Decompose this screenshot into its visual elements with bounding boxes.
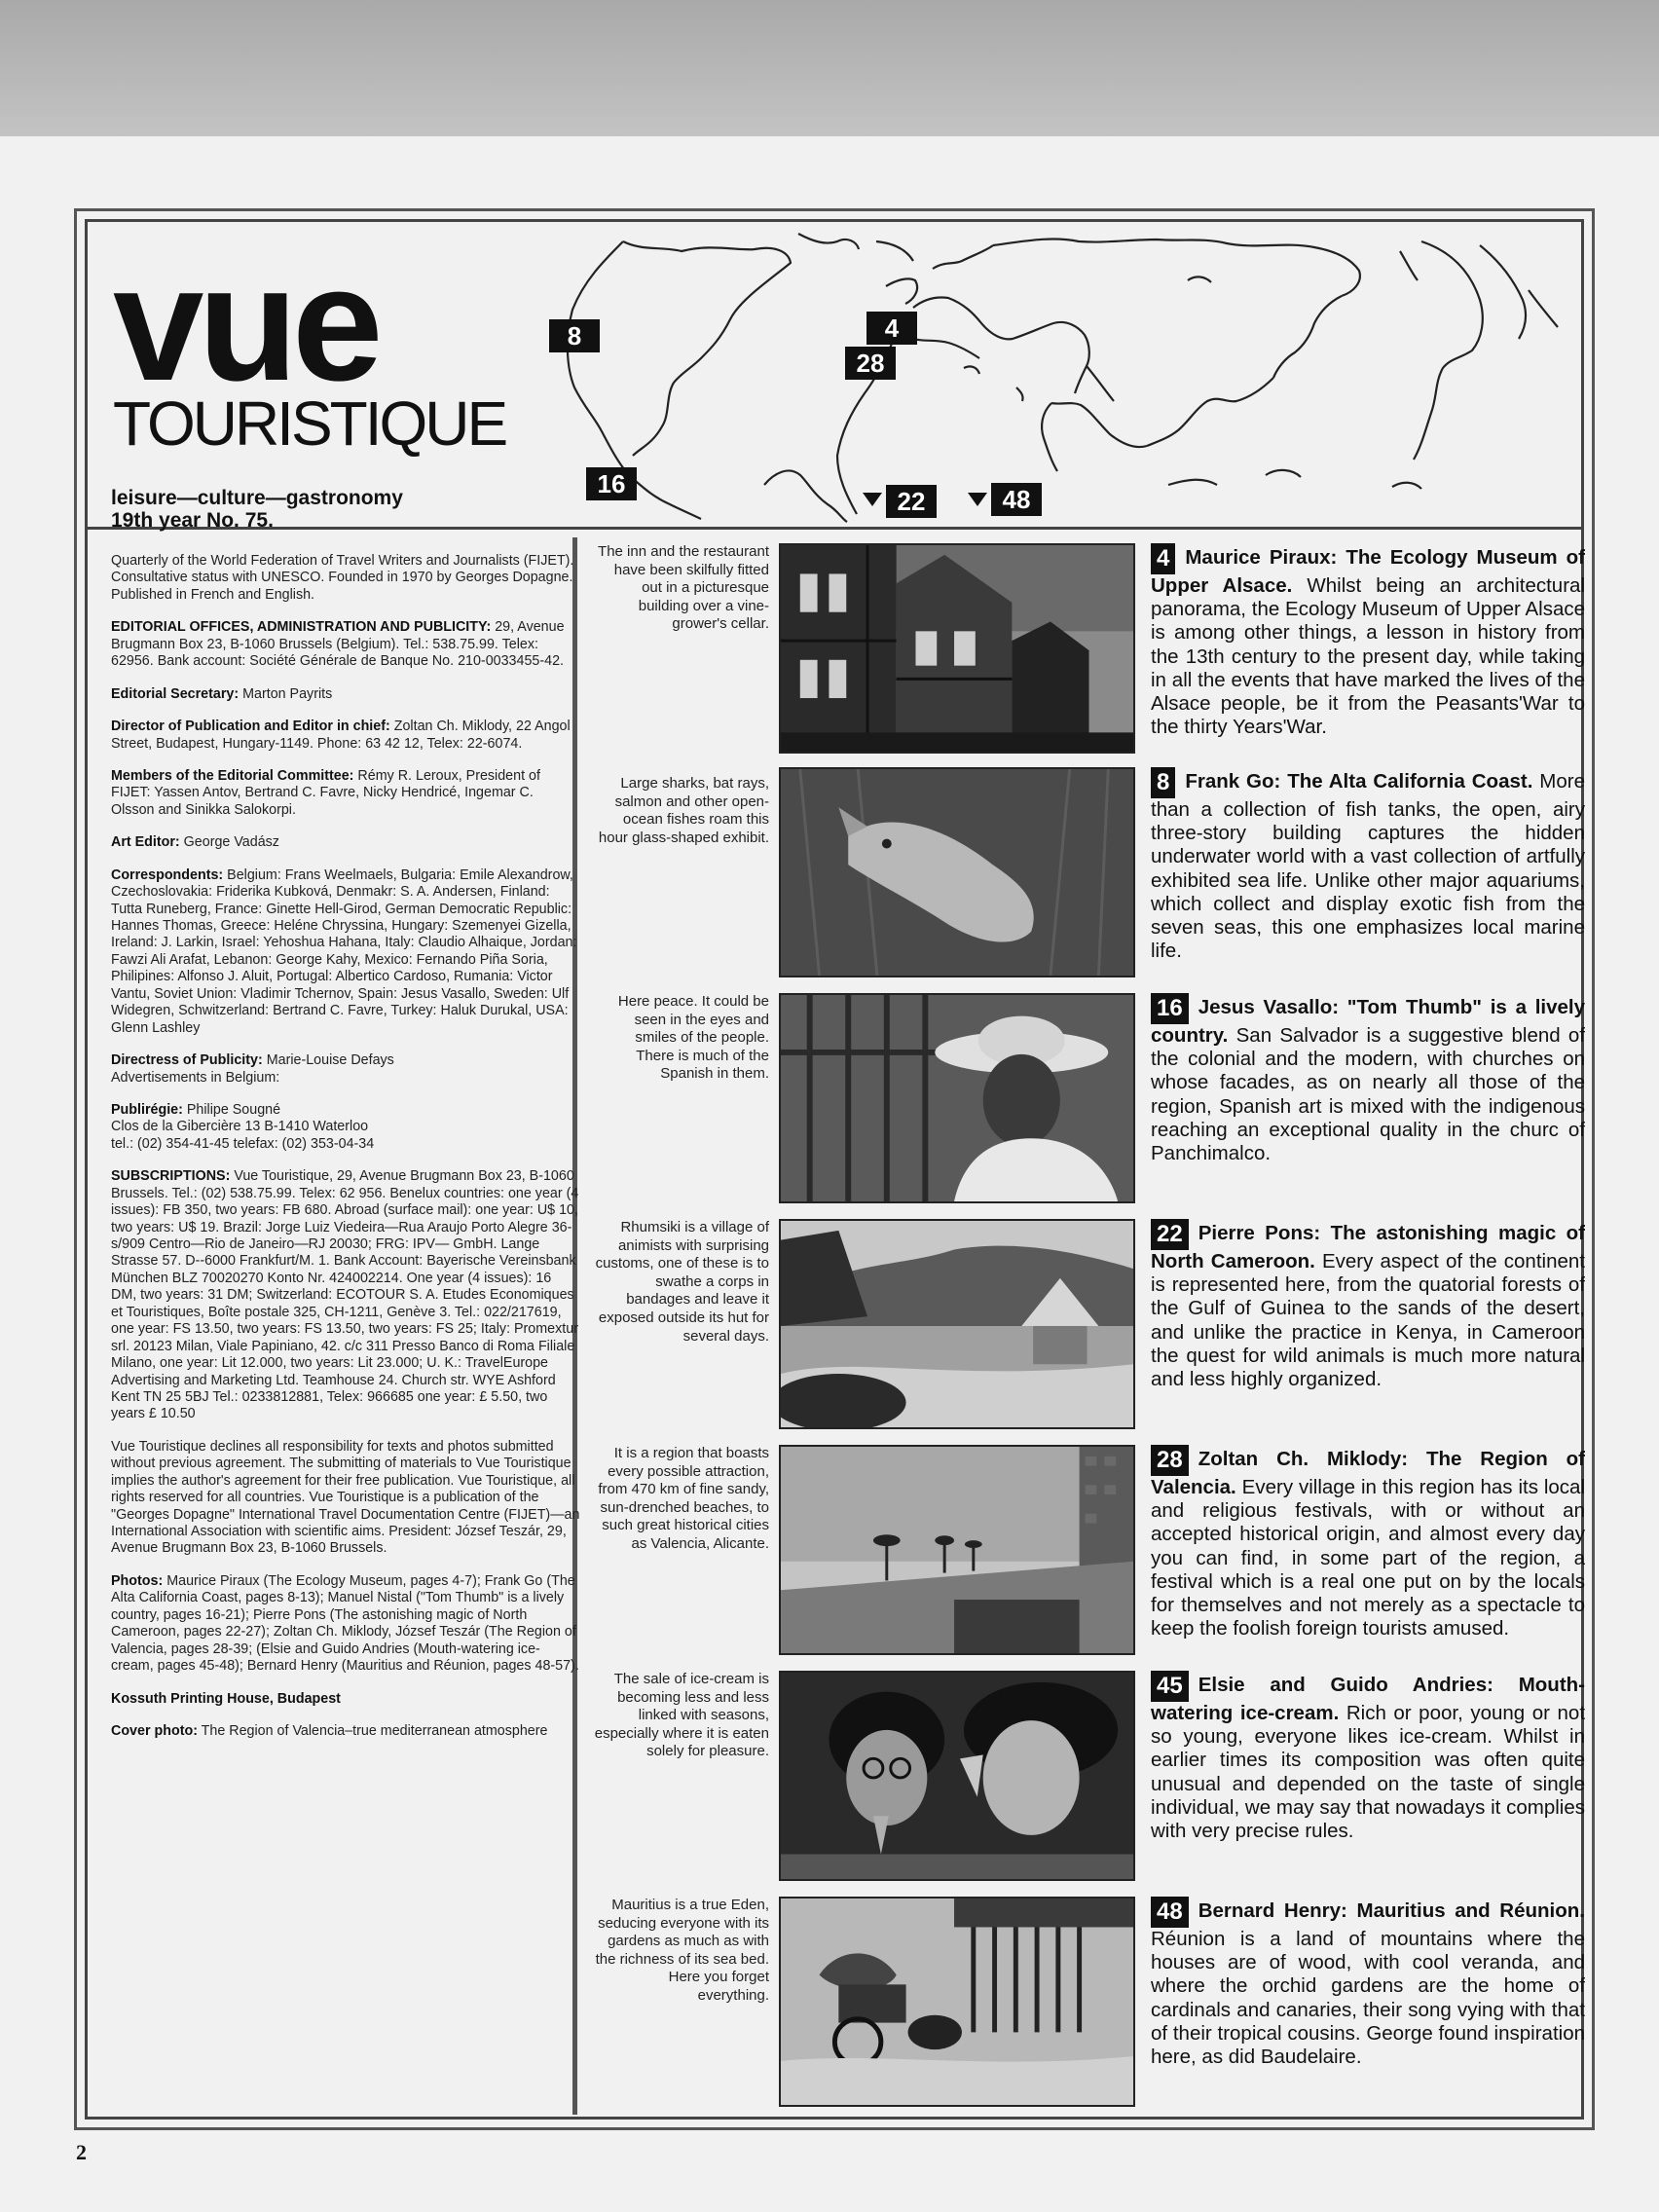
label: Photos: bbox=[111, 1572, 164, 1589]
imprint-intro: Quarterly of the World Federation of Travel Writers and Journalists (FIJET). Consultative status with UNESCO. Founded in 1970 by Georges Dopagne. Published in French and English. bbox=[111, 553, 574, 603]
story-title: Frank Go: The Alta California Coast. bbox=[1185, 770, 1533, 793]
text: Rémy R. Leroux, President of FIJET: Yassen Antov, Bertrand C. Favre, Nicky Hendricé, Ingemar C. Olsson and Sinikka Salokorpi. bbox=[111, 767, 540, 818]
logo-touristique: TOURISTIQUE bbox=[113, 388, 506, 459]
map-marker-4: 4 bbox=[866, 312, 917, 345]
story-body: Rich or poor, young or not so young, everyone likes ice-cream. Whilst in earlier times its composition was often quite unusual and depended on the taste of single individual, we may say that nowadays it complies with very precise rules. bbox=[1151, 1702, 1586, 1842]
photo-caption: Rhumsiki is a village of animists with surprising customs, one of these is to swathe a corps in bandages and leave it exposed outside its hut for several days. bbox=[595, 1219, 769, 1345]
label: Publirégie: bbox=[111, 1101, 183, 1118]
story-number: 4 bbox=[1151, 543, 1175, 574]
label: Art Editor: bbox=[111, 834, 180, 851]
printer-name: Kossuth Printing House, Budapest bbox=[111, 1690, 341, 1707]
story-body: Every aspect of the continent is represented here, from the quatorial forests of the Gulf of Guinea to the sands of the desert, and unlike the practice in Kenya, in Cameroon the quest for wild animals is much more natural and less highly organized. bbox=[1151, 1250, 1585, 1390]
photo-art bbox=[781, 1447, 1133, 1653]
text: Marton Payrits bbox=[242, 685, 333, 702]
story-number: 48 bbox=[1151, 1897, 1189, 1928]
photo-alsace-houses bbox=[779, 543, 1135, 754]
text: Belgium: Frans Weelmaels, Bulgaria: Emile Alexandrow, Czechoslovakia: Friderika Kubková, Denmakr: S. A. Andersen, Finland: Tutta Runeberg, France: Ginette Hell-Girod, German Democratic Republic: Hannes Thomas, Greece: Heléne Chryssina, Hungary: Szemenyei Gizella, Ireland: J. Larkin, Israel: Yehoshua Hahana, Italy: Claudio Alhaique, Jordan: Fawzi Ali Arafat, Lebanon: George Kahy, Mexico: Fernando Piña Soria, Philipines: Alfonso J. Aluit, Portugal: Albertico Cardoso, Rumania: Victor Vantu, Soviet Union: Vladimir Tchernov, Spain: Jesus Vasallo, Sweden: Ulf Widegren, Schwitzerland: Bertrand C. Favre, Turkey: Haluk Durukal, USA: Glenn Lashley bbox=[111, 866, 577, 1036]
photo-caption: Mauritius is a true Eden, seducing everyone with its gardens as much as with the richness of its sea bed. Here you forget everything. bbox=[595, 1897, 769, 2004]
label: Directress of Publicity: bbox=[111, 1052, 263, 1069]
page-frame bbox=[74, 208, 1595, 2130]
story-body: Réunion is a land of mountains where the houses are of wood, with cool veranda, and where the orchid gardens are the home of cardinals and canaries, their song vying with that of their tropical cousins. George found inspiration here, as did Baudelaire. bbox=[1151, 1928, 1585, 2068]
text: tel.: (02) 354-41-45 telefax: (02) 353-04-34 bbox=[111, 1135, 375, 1152]
map-pointer-48 bbox=[968, 493, 987, 508]
photo-art bbox=[781, 545, 1133, 752]
label: EDITORIAL OFFICES, ADMINISTRATION AND PUBLICITY: bbox=[111, 619, 492, 636]
story-number: 8 bbox=[1151, 767, 1175, 798]
story-row bbox=[594, 543, 1597, 759]
story-title: Bernard Henry: Mauritius and Réunion. bbox=[1198, 1899, 1585, 1922]
text: 29, Avenue Brugmann Box 23, B-1060 Brussels (Belgium). Tel.: 538.75.99. Telex: 62956. Bank account: Société Générale de Banque No. 210-0033455-42. bbox=[111, 619, 565, 670]
imprint-printer bbox=[111, 1691, 580, 1708]
page-number: 2 bbox=[76, 2140, 87, 2164]
photo-art bbox=[781, 769, 1133, 976]
story-body: More than a collection of fish tanks, the open, airy three-story building captures the hidden underwater world with a vast collection of artfully exhibited sea life. Unlike other major aquariums, which collect and display exotic fish from the seven seas, this one emphasizes local marine life. bbox=[1151, 770, 1586, 963]
imprint-correspondents bbox=[111, 867, 580, 1037]
story-row bbox=[594, 1219, 1597, 1435]
story-number: 16 bbox=[1151, 993, 1189, 1024]
table-background bbox=[0, 0, 1659, 141]
story-item bbox=[1151, 1897, 1585, 2069]
label: SUBSCRIPTIONS: bbox=[111, 1168, 231, 1185]
label: Director of Publication and Editor in chief: bbox=[111, 719, 390, 735]
map-marker-28: 28 bbox=[845, 347, 896, 380]
photo-ice-cream-women bbox=[779, 1671, 1135, 1881]
story-title: Elsie and Guido Andries: Mouth-watering ice-cream. bbox=[1151, 1674, 1585, 1724]
story-row bbox=[594, 1671, 1597, 1887]
story-item bbox=[1151, 1445, 1585, 1641]
imprint-editorial-offices bbox=[111, 619, 580, 670]
text: Zoltan Ch. Miklody, 22 Angol Street, Budapest, Hungary-1149. Phone: 63 42 12, Telex: 22-6074. bbox=[111, 719, 571, 752]
imprint-column bbox=[111, 553, 580, 1755]
text: Clos de la Gibercière 13 B-1410 Waterloo bbox=[111, 1119, 369, 1135]
label: Cover photo: bbox=[111, 1722, 198, 1739]
imprint-art-editor bbox=[111, 834, 580, 851]
text: Maurice Piraux (The Ecology Museum, pages 4-7); Frank Go (The Alta California Coast, pages 8-13); Manuel Nistal ("Tom Thumb" is a lively country, pages 16-21); Pierre Pons (The astonishing magic of North Cameroon, pages 22-27); Zoltan Ch. Miklody, József Teszár (The Region of Valencia, pages 28-39; (Elsie and Guido Andries (Mouth-watering ice-cream, pages 45-48); Bernard Henry (Mauritius and Réunion, pages 48-57). bbox=[111, 1572, 579, 1675]
world-map bbox=[545, 222, 1597, 524]
imprint-disclaimer: Vue Touristique declines all responsibility for texts and photos submitted without previous agreement. The submitting of materials to Vue Touristique implies the author's agreement for their free publication. Vue Touristique, all rights reserved for all countries. Vue Touristique is a publication of the "Georges Dopagne" International Travel Documentation Centre (FIJET)—an International Association with scientific aims. President: József Teszár, 29, Avenue Brugmann Box 23, B-1060 Brussels. bbox=[111, 1438, 580, 1557]
world-map-outline bbox=[545, 222, 1597, 524]
tagline: leisure—culture—gastronomy bbox=[111, 487, 403, 509]
photo-caption: The inn and the restaurant have been skilfully fitted out in a picturesque building over a vine-grower's cellar. bbox=[598, 543, 769, 633]
logo-vue: vue bbox=[113, 232, 378, 415]
photo-man-in-hat bbox=[779, 993, 1135, 1203]
map-pointer-22 bbox=[863, 493, 882, 508]
photo-aquarium-fish bbox=[779, 767, 1135, 977]
story-item bbox=[1151, 543, 1585, 739]
issue-number: 19th year No. 75. bbox=[111, 509, 274, 533]
map-marker-16: 16 bbox=[586, 467, 637, 500]
story-item bbox=[1151, 993, 1585, 1165]
photo-art bbox=[781, 995, 1133, 1201]
text: Marie-Louise Defays bbox=[266, 1052, 394, 1069]
imprint-photos bbox=[111, 1573, 580, 1676]
masthead bbox=[88, 222, 1581, 533]
map-marker-48: 48 bbox=[991, 483, 1042, 516]
map-marker-22: 22 bbox=[886, 485, 937, 518]
photo-caption: It is a region that boasts every possible attraction, from 470 km of fine sandy, sun-drenched beaches, to such great historical cities as Valencia, Alicante. bbox=[598, 1445, 769, 1552]
imprint-publicity bbox=[111, 1052, 580, 1087]
story-body: Every village in this region has its local and religious festivals, with or without an accepted historical origin, and almost every day you can find, in some part of the region, a festival which is a real one put on by the locals for themselves and not merely as a spectacle to keep the foolish foreign tourists amused. bbox=[1151, 1476, 1585, 1641]
story-row bbox=[594, 1445, 1597, 1661]
story-body: San Salvador is a suggestive blend of the colonial and the modern, with churches on whose facades, as on nearly all those of the region, Spanish art is mixed with the indigenous reaching an exceptional quality in the churc of Panchimalco. bbox=[1151, 1024, 1585, 1164]
story-title: Zoltan Ch. Miklody: The Region of Valencia. bbox=[1151, 1448, 1585, 1498]
story-item bbox=[1151, 1671, 1585, 1843]
photo-valencia-promenade bbox=[779, 1445, 1135, 1655]
label: Correspondents: bbox=[111, 866, 224, 883]
photo-village-huts bbox=[779, 1219, 1135, 1429]
story-item bbox=[1151, 767, 1585, 963]
photo-caption: Here peace. It could be seen in the eyes and smiles of the people. There is much of the Spanish in them. bbox=[617, 993, 769, 1083]
text: George Vadász bbox=[183, 834, 279, 851]
story-number: 28 bbox=[1151, 1445, 1189, 1476]
imprint-director bbox=[111, 719, 580, 753]
story-title: Pierre Pons: The astonishing magic of North Cameroon. bbox=[1151, 1222, 1585, 1272]
text: Advertisements in Belgium: bbox=[111, 1069, 280, 1086]
story-number: 45 bbox=[1151, 1671, 1189, 1702]
story-row bbox=[594, 767, 1597, 983]
text: Philipe Sougné bbox=[186, 1101, 281, 1118]
text: Vue Touristique, 29, Avenue Brugmann Box 23, B-1060 Brussels. Tel.: (02) 538.75.99. Telex: 62 956. Benelux countries: one year (4 issues): FB 350, two years: FB 680. Abroad (surface mail): one year: U$ 10, two years: U$ 19. Brazil: Jorge Luiz Viedeira—Rua Araujo Porto Alegre 36-s/909 Centro—Rio de Janeiro—RJ 20030; FRG: IPV— GmbH. Lange Strasse 57. D--6000 Frankfurt/M. 1. Bank Account: Bayerische Vereinsbank München BLZ 70020270 Konto Nr. 424002214. One year (4 issues): 16 DM, two years: 31 DM; Switzerland: ECOTOUR S. A. Etudes Economiques et Touristiques, Boîte postale 325, CH-1211, Genève 3. Tel.: 022/217619, one year: FS 13.50, two years: FS 13.50, two years: FS 25; Italy: Promextur srl. 20123 Milan, Viale Papiniano, 42. c/c 311 Presso Banco di Roma Filiale Milano, one year: Lit 12.000, two years: Lit 23.000; U. K.: TravelEurope Advertising and Marketing Ltd. Teamhouse 24. Church str. WYE Ashford Kent TN 25 5BJ Tel.: 0233812881, Telex: 966685 one year: £ 5.50, two years £ 10.50 bbox=[111, 1168, 579, 1422]
map-marker-8: 8 bbox=[549, 319, 600, 352]
photo-caption: Large sharks, bat rays, salmon and other open-ocean fishes roam this hour glass-shaped exhibit. bbox=[598, 775, 769, 846]
label: Members of the Editorial Committee: bbox=[111, 767, 354, 784]
story-title: Jesus Vasallo: "Tom Thumb" is a lively country. bbox=[1151, 996, 1585, 1047]
tagline-block bbox=[111, 487, 403, 532]
story-item bbox=[1151, 1219, 1585, 1391]
photo-art bbox=[781, 1899, 1133, 2105]
imprint-committee bbox=[111, 768, 580, 819]
imprint-subscriptions bbox=[111, 1168, 580, 1423]
story-row bbox=[594, 993, 1597, 1209]
photo-caption: The sale of ice-cream is becoming less and less linked with seasons, especially where it is eaten solely for pleasure. bbox=[594, 1671, 769, 1760]
story-row bbox=[594, 1897, 1597, 2113]
photo-art bbox=[781, 1673, 1133, 1879]
text: The Region of Valencia–true mediterranean atmosphere bbox=[201, 1722, 548, 1739]
imprint-secretary bbox=[111, 686, 580, 703]
story-body: Whilst being an architectural panorama, the Ecology Museum of Upper Alsace is among other things, a lesson in history from the 13th century to the present day, while taking in all the events that have marked the lives of the Alsace people, be it from the Peasants'War to the thirty Years'War. bbox=[1151, 574, 1585, 739]
story-title: Maurice Piraux: The Ecology Museum of Upper Alsace. bbox=[1151, 546, 1585, 597]
label: Editorial Secretary: bbox=[111, 685, 240, 702]
imprint-publiregie bbox=[111, 1102, 580, 1153]
imprint-cover bbox=[111, 1723, 580, 1740]
page-frame-inner bbox=[85, 219, 1584, 2120]
story-number: 22 bbox=[1151, 1219, 1189, 1250]
photo-art bbox=[781, 1221, 1133, 1427]
photo-ox-cart bbox=[779, 1897, 1135, 2107]
